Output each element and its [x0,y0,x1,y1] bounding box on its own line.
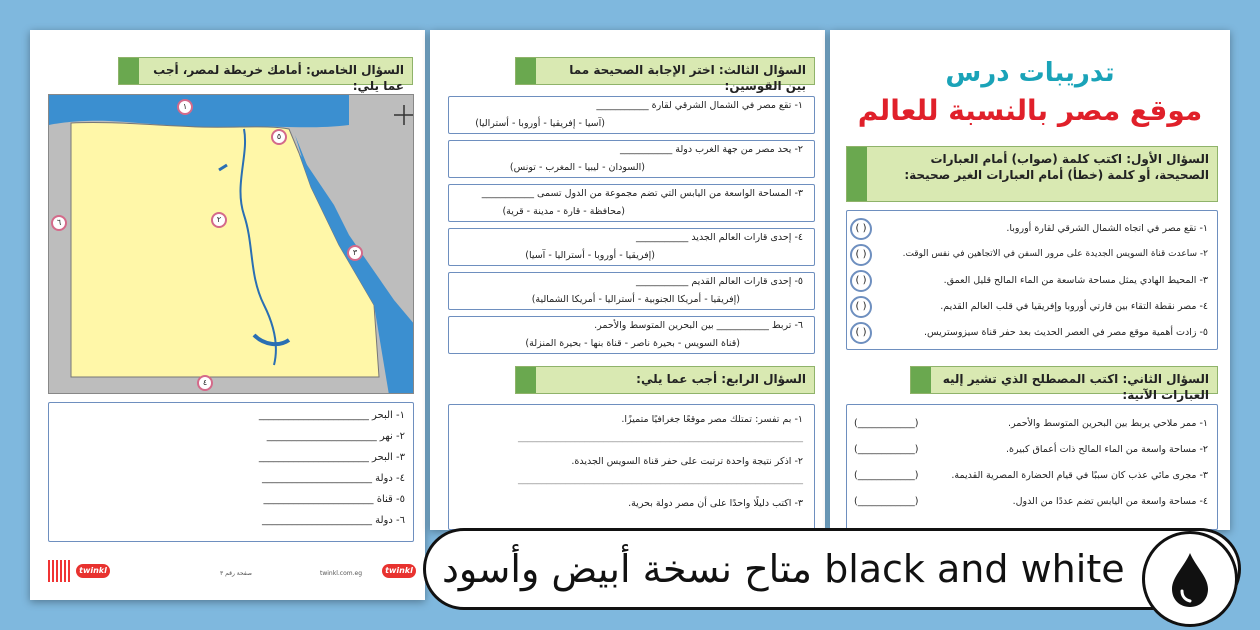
heading-tab [847,147,867,201]
question-3-heading [515,57,815,93]
question-3-text: السؤال الثالث: اختر الإجابة الصحيحة مما بين القوسين: [569,63,806,93]
qr-code [48,560,70,582]
tf-item-5: ٥- زادت أهمية موقع مصر في العصر الحديث بعد حفر قناة سيزوستريس. [923,327,1208,338]
question-5-text: السؤال الخامس: أمامك خريطة لمصر، أجب عما يلي: [153,63,404,93]
term-item-1: ١- ممر ملاحي يربط بين البحرين المتوسط والأحمر. [1007,418,1208,429]
mcq-question-1: ١- تقع مصر في الشمال الشرقي لقارة ___________ [596,100,803,111]
tf-item-2: ٢- ساعدت قناة السويس الجديدة على مرور السفن في الاتجاهين في نفس الوقت. [902,249,1208,259]
mcq-options-5: (إفريقيا - أمريكا الجنوبية - أستراليا - أمريكا الشمالية) [531,294,740,305]
mcq-question-6: ٦- تربط ___________ بين البحرين المتوسط والأحمر. [594,320,803,331]
mcq-options-1: (آسيا - إفريقيا - أوروبا - أستراليا) [475,118,605,129]
term-blank-2[interactable]: (____________) [854,444,919,455]
term-blank-4[interactable]: (____________) [854,496,919,507]
question-5-heading [118,57,413,93]
answer-row-6: ٦- دولة ______________________ [261,515,405,526]
mcq-question-2: ٢- يحد مصر من جهة الغرب دولة ___________ [619,144,803,155]
answer-circle-2[interactable]: ( ) [850,244,872,266]
tf-item-1: ١- تقع مصر في اتجاه الشمال الشرقي لقارة أوروبا. [1006,223,1208,234]
egypt-map [48,94,414,394]
map-marker-2: ٢ [211,212,227,228]
ink-drop-icon [1160,549,1220,609]
q4-line-2: ____________________________________________________________ [518,474,803,485]
mcq-options-6: (قناة السويس - بحيرة ناصر - قناة بنها - بحيرة المنزلة) [525,338,740,349]
tf-item-3: ٣- المحيط الهادي يمثل مساحة شاسعة من الماء المالح قليل العمق. [943,275,1208,286]
answer-row-5: ٥- قناة ______________________ [263,494,405,505]
map-marker-3: ٣ [347,245,363,261]
answer-row-4: ٤- دولة ______________________ [261,473,405,484]
mcq-question-4: ٤- إحدى قارات العالم الجديد ___________ [636,232,803,243]
question-1-heading [846,146,1218,202]
question-4-text: السؤال الرابع: أجب عما يلي: [636,372,806,386]
answer-row-3: ٣- البحر ______________________ [258,452,405,463]
q4-item-1: ١- بم تفسر: تمتلك مصر موقعًا جغرافيًا متميزًا. [621,414,803,425]
map-answer-list [180,410,405,536]
term-item-3: ٣- مجرى مائي عذب كان سببًا في قيام الحضارة المصرية القديمة. [951,470,1208,481]
twinkl-logo: twinkl [76,564,110,578]
answer-circle-3[interactable]: ( ) [850,270,872,292]
mcq-options-3: (محافظة - قارة - مدينة - قرية) [502,206,625,217]
term-blank-1[interactable]: (____________) [854,418,919,429]
heading-tab [119,58,139,84]
twinkl-logo-right: twinkl [382,564,416,578]
heading-tab [516,367,536,393]
answer-row-1: ١- البحر ______________________ [258,410,405,421]
question-4-heading [515,366,815,394]
term-blank-3[interactable]: (____________) [854,470,919,481]
term-item-2: ٢- مساحة واسعة من الماء المالح ذات أعماق كبيرة. [1005,444,1208,455]
question-2-heading [910,366,1218,402]
q4-item-3: ٣- اكتب دليلًا واحدًا على أن مصر دولة بحرية. [628,498,803,509]
question-1-text: السؤال الأول: اكتب كلمة (صواب) أمام العبارات الصحيحة، أو كلمة (خطأ) أمام العبارات الغير صحيحة: [904,152,1209,182]
heading-tab [516,58,536,84]
tf-item-4: ٤- مصر نقطة التقاء بين قارتي أوروبا وإفريقيا في قلب العالم القديم. [940,301,1208,312]
map-marker-1: ١ [177,99,193,115]
q4-item-2: ٢- اذكر نتيجة واحدة ترتبت على حفر قناة السويس الجديدة. [571,456,803,467]
q4-line-1: ____________________________________________________________ [518,432,803,443]
answer-circle-4[interactable]: ( ) [850,296,872,318]
term-item-4: ٤- مساحة واسعة من اليابس تضم عددًا من الدول. [1012,496,1208,507]
question-2-text: السؤال الثاني: اكتب المصطلح الذي تشير إليه العبارات الآتية: [942,372,1209,402]
map-marker-6: ٦ [51,215,67,231]
worksheet-page-2 [430,30,825,530]
bw-version-text: متاح نسخة أبيض وأسود black and white [442,547,1125,591]
site-url: twinkl.com.eg [320,570,362,577]
answer-row-2: ٢- نهر ______________________ [266,431,405,442]
map-marker-5: ٥ [271,129,287,145]
answer-circle-5[interactable]: ( ) [850,322,872,344]
mcq-question-5: ٥- إحدى قارات العالم القديم ___________ [636,276,803,287]
worksheet-page-3 [30,30,425,600]
heading-tab [911,367,931,393]
lesson-title: تدريبات درس [945,58,1115,88]
worksheet-page-1 [830,30,1230,530]
lesson-subtitle: موقع مصر بالنسبة للعالم [857,94,1203,127]
mcq-options-2: (السودان - ليبيا - المغرب - تونس) [509,162,645,173]
answer-circle-1[interactable]: ( ) [850,218,872,240]
mcq-options-4: (إفريقيا - أوروبا - أستراليا - آسيا) [525,250,655,261]
mcq-question-3: ٣- المساحة الواسعة من اليابس التي تضم مجموعة من الدول تسمى ___________ [481,188,803,199]
page-number: صفحة رقم ٣ [220,570,253,577]
map-marker-4: ٤ [197,375,213,391]
egypt-map-svg [49,95,414,394]
